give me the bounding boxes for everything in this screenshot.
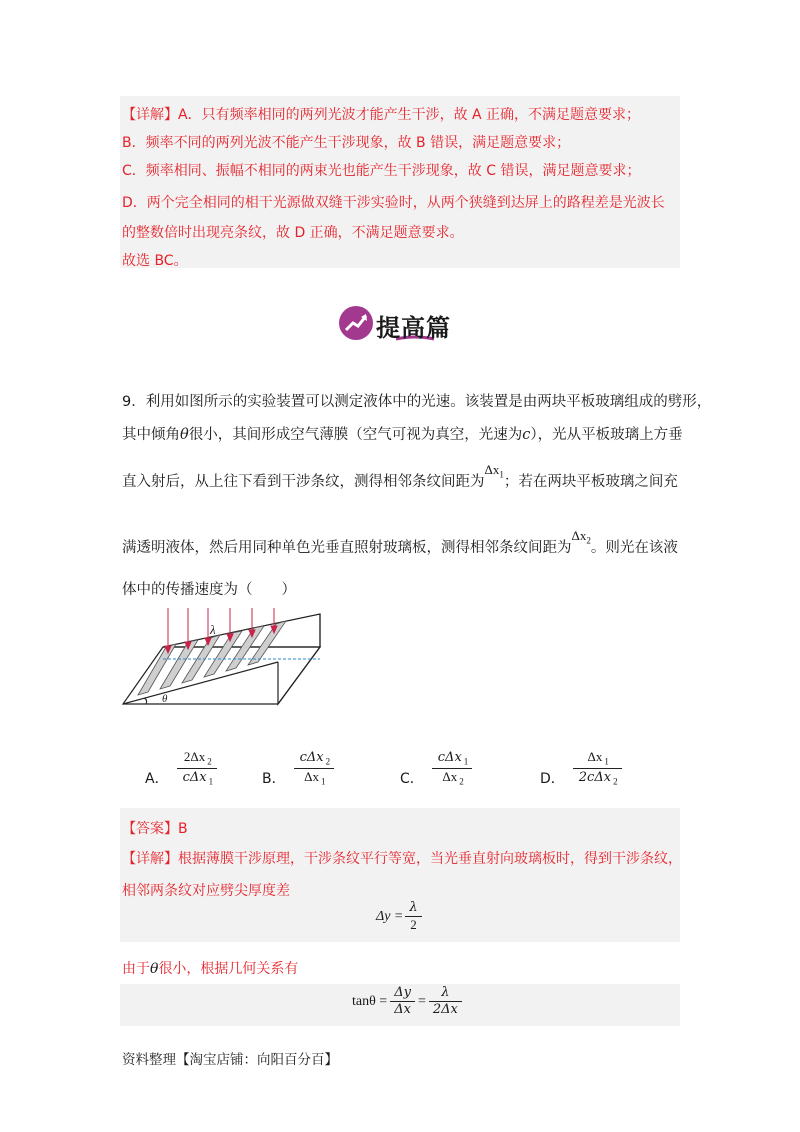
option-b[interactable]: B． $\frac{c\Delta x _2}{\Delta x _1}$ (262, 748, 332, 788)
question-line-3: 直入射后，从上往下看到干涉条纹，测得相邻条纹间距为$\Delta x_1$；若在两块平板玻璃之间充 (122, 462, 678, 490)
option-a-formula: $\frac{2\Delta x _2}{c\Delta x _1}$ (179, 749, 216, 788)
theta-arc (144, 698, 147, 704)
question-line-2: 其中倾角θ很小，其间形成空气薄膜（空气可视为真空，光速为c），光从平板玻璃上方垂 (122, 427, 683, 443)
footer-credit: 资料整理【淘宝店铺：向阳百分百】 (122, 1052, 338, 1068)
dx1-symbol: $\Delta x_1$ (484, 462, 504, 480)
option-b-formula: $\frac{c\Delta x _2}{\Delta x _1}$ (296, 749, 333, 788)
option-a[interactable]: A． $\frac{2\Delta x _2}{c\Delta x _1}$ (145, 748, 215, 788)
section-badge-text: 提高篇 (376, 314, 451, 342)
answer-label: 【答案】B (122, 821, 188, 837)
section-badge (330, 303, 480, 345)
equation-tan-theta: tanθ = $\frac{\Delta y}{\Delta x}$ = $\frac{\lambda}{2\Delta x}$ (352, 985, 460, 1019)
question-line-4: 满透明液体，然后用同种单色光垂直照射玻璃板，测得相邻条纹间距为$\Delta x_2$。则光在该液 (122, 528, 678, 556)
option-c-formula: $\frac{c\Delta x _1}{\Delta x _2}$ (434, 749, 471, 788)
theta-symbol: θ (180, 427, 189, 443)
answer-explain-2: 相邻两条纹对应劈尖厚度差 (122, 883, 290, 899)
equation-thickness-diff: Δy = $\frac{\lambda}{2}$ (376, 900, 420, 934)
option-c[interactable]: C． $\frac{c\Delta x _1}{\Delta x _2}$ (400, 748, 470, 788)
light-speed-symbol: c (522, 427, 531, 443)
explain-line-d-cont: 的整数倍时出现亮条纹，故 D 正确，不满足题意要求。 (122, 225, 464, 241)
option-d-formula: $\frac{\Delta x _1}{2c\Delta x _2}$ (575, 749, 620, 788)
lambda-label: λ (210, 622, 216, 637)
answer-explain-1: 【详解】根据薄膜干涉原理，干涉条纹平行等宽，当光垂直射向玻璃板时，得到干涉条纹， (122, 851, 682, 867)
question-line-1: 9．利用如图所示的实验装置可以测定液体中的光速。该装置是由两块平板玻璃组成的劈形， (122, 394, 712, 410)
explain-line-b: B．频率不同的两列光波不能产生干涉现象，故 B 错误，满足题意要求； (122, 135, 571, 151)
explain-line-a: 【详解】A．只有频率相同的两列光波才能产生干涉，故 A 正确，不满足题意要求； (122, 107, 641, 123)
answer-explain-3: 由于θ很小，根据几何关系有 (122, 961, 299, 977)
wedge-figure (118, 604, 328, 710)
theta-label: θ (162, 693, 168, 705)
question-line-5: 体中的传播速度为（ ） (122, 582, 296, 598)
option-d[interactable]: D． $\frac{\Delta x _1}{2c\Delta x _2}$ (540, 748, 620, 788)
explain-line-d: D．两个完全相同的相干光源做双缝干涉实验时，从两个狭缝到达屏上的路程差是光波长 (122, 195, 665, 211)
explain-conclusion: 故选 BC。 (122, 253, 188, 269)
explain-line-c: C．频率相同、振幅不相同的两束光也能产生干涉现象，故 C 错误，满足题意要求； (122, 163, 641, 179)
dx2-symbol: $\Delta x_2$ (571, 528, 591, 546)
